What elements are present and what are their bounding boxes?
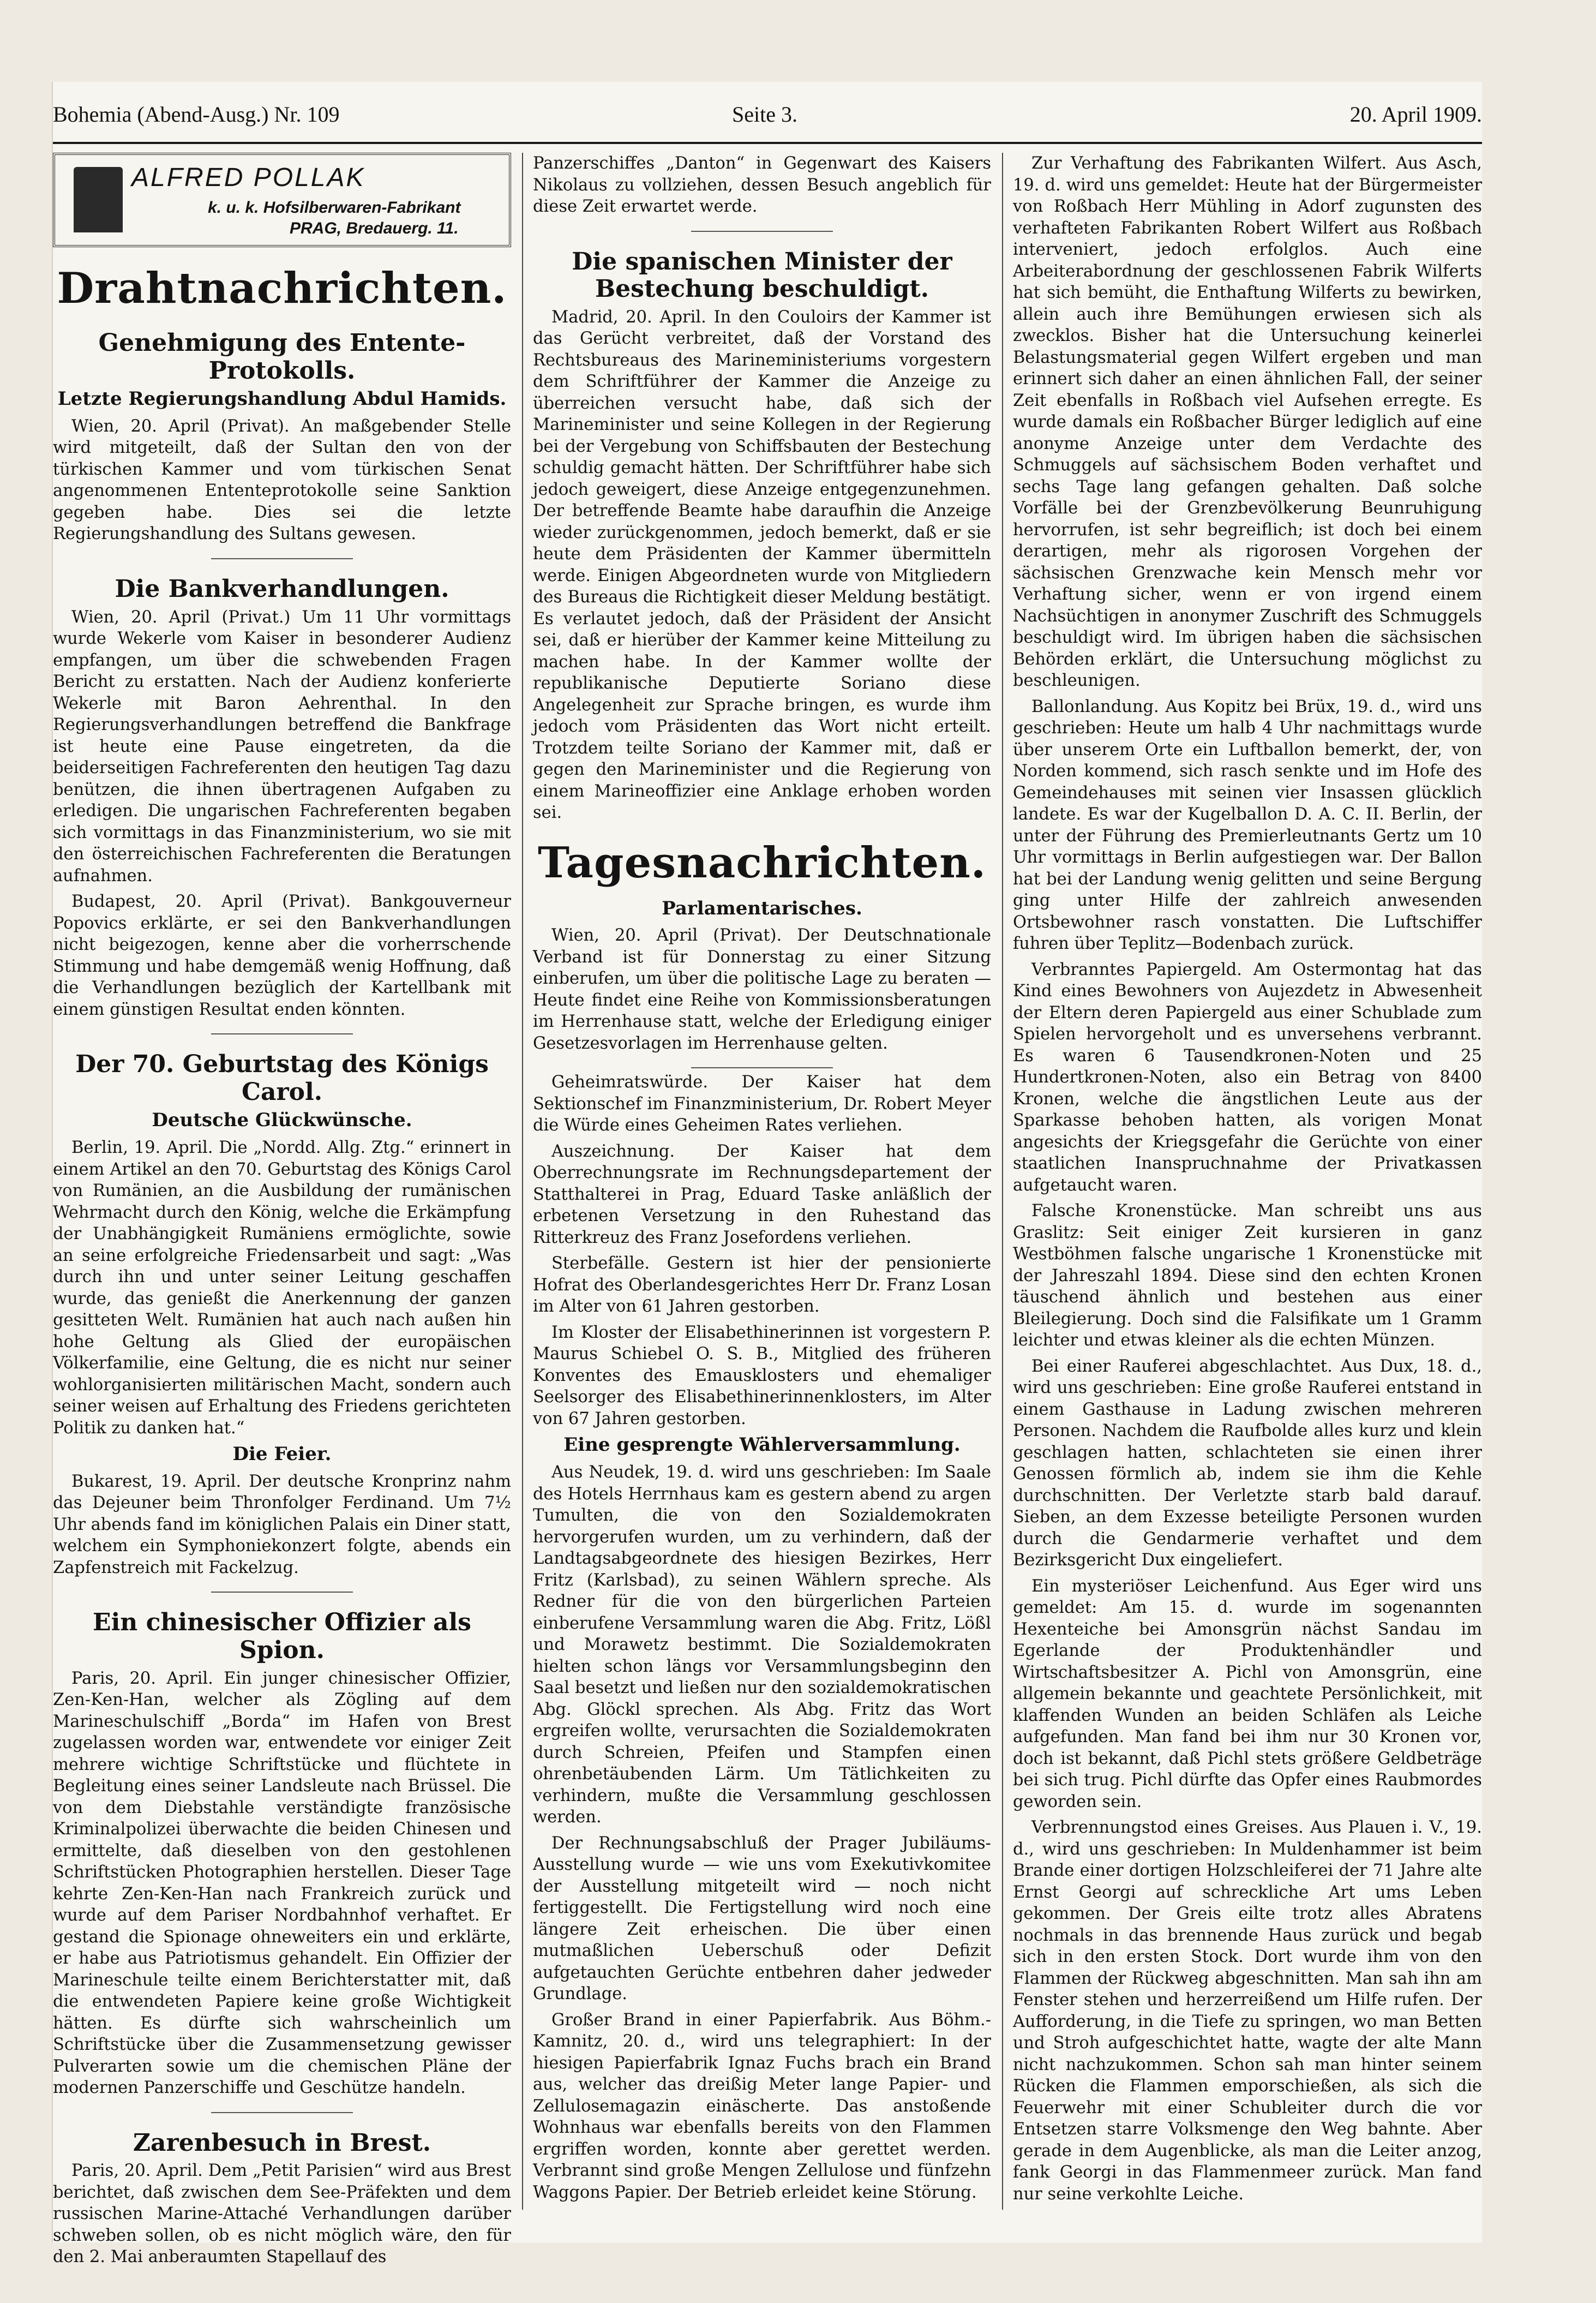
article-separator [211, 558, 353, 559]
news-item: Zur Verhaftung des Fabrikanten Wilfert. Aus Asch, 19. d. wird uns gemeldet: Heute hat der Bürgermeister von Roßbach Herr Mühling in Adorf zugunsten des verhafteten Fabrikanten Robert Wilfert aus Roßbach interveniert, jedoch erfolglos. Auch eine Arbeiterabordnung der geschlossenen Fabrik Wilferts hat sich bemüht, die Enthaftung Wilferts zu bewirken, allein auch ihre Bemühungen erwiesen sich als zwecklos. Bisher hat die Untersuchung keinerlei Belastungsmaterial gegen Wilfert ergeben und man erinnert sich daher an einen ähnlichen Fall, der seiner Zeit ebenfalls in Roßbach viel Aufsehen erregte. Es wurde damals ein Roßbacher Bürger lediglich auf eine anonyme Anzeige unter dem Verdachte des Schmuggels auf sächsischem Boden verhaftet und sechs Tage lang gefangen gehalten. Daß solche Vorfälle bei der Grenzbevölkerung Beunruhigung hervorrufen, ist sehr begreiflich; ist doch bei einem derartigen, mehr als rigorosen Vorgehen der sächsischen Grenzwache kein Mensch mehr vor Verhaftung sicher, wenn er von irgend einem Nachsüchtigen in anonymer Zuschrift des Schmuggels beschuldigt wird. Im übrigen haben die sächsischen Behörden erklärt, die Untersuchung möglichst zu beschleunigen. [1013, 154, 1482, 690]
news-item: Ein mysteriöser Leichenfund. Aus Eger wird uns gemeldet: Am 15. d. wurde im sogenannten Hexenteiche bei Amonsgrün nächst Sandau im Egerlande der Produktenhändler und Wirtschaftsbesitzer A. Pichl von Amonsgrün, eine allgemein bekannte und geachtete Persönlichkeit, mit klaffenden Wunden an beiden Schläfen als Leiche aufgefunden. Man fand bei ihm nur 30 Kronen vor, doch ist bekannt, daß Pichl stets größere Geldbeträge bei sich trug. Pichl dürfte das Opfer eines Raubmordes geworden sein. [1013, 1576, 1482, 1811]
crown-crest-icon [74, 167, 123, 232]
news-item: Der Rechnungsabschluß der Prager Jubiläums-Ausstellung wurde — wie uns vom Exekutivkomitee der Ausstellung mitgeteilt wird — noch nicht fertiggestellt. Die Fertigstellung wird noch eine längere Zeit erheischen. Die über einen mutmaßlichen Ueberschuß oder Defizit aufgetauchten Gerüchte entbehren daher jedweder Grundlage. [533, 1833, 991, 2004]
news-item: Im Kloster der Elisabethinerinnen ist vorgestern P. Maurus Schiebel O. S. B., Mitglied des früheren Konventes des Emausklosters und ehemaliger Seelsorger des Elisabethinerinnenklosters, im Alter von 67 Jahren gestorben. [533, 1323, 991, 1428]
column-rule-1 [522, 153, 523, 2210]
article-body: Bukarest, 19. April. Der deutsche Kronprinz nahm das Dejeuner beim Thronfolger Ferdinand. Um 7½ Uhr abends fand im königlichen Palais ein Diner statt, welchem ein Symphoniekonzert folgte, abends ein Zapfenstreich mit Fackelzug. [53, 1471, 511, 1577]
news-item: Bei einer Rauferei abgeschlachtet. Aus Dux, 18. d., wird uns geschrieben: Eine große Rauferei entstand in einem Gasthause in Ladung zwischen mehreren Personen. Nachdem die Raufbolde alles kurz und klein geschlagen hatten, schlachteten sie einen ihrer Genossen förmlich ab, indem sie ihm die Kehle durchschnitten. Der Verletzte starb bald darauf. Sieben, an dem Exzesse beteiligte Personen wurden durch die Gendarmerie verhaftet und dem Bezirksgericht Dux eingeliefert. [1013, 1356, 1482, 1570]
news-item-headline: Eine gesprengte Wählerversammlung. [563, 1434, 961, 1456]
section-title-drahtnachrichten: Drahtnachrichten. [57, 264, 507, 313]
article-body: Paris, 20. April. Dem „Petit Parisien“ wird aus Brest berichtet, daß zwischen dem See-Präfekten und dem russischen Marine-Attaché Verhandlungen darüber schweben sollen, ob es nicht möglich wäre, den für den 2. Mai anberaumten Stapellauf des [53, 2161, 511, 2267]
article-subheadline: Letzte Regierungshandlung Abdul Hamids. [57, 388, 507, 410]
newspaper-page [52, 82, 1482, 2267]
article-subheadline: Parlamentarisches. [662, 897, 862, 919]
news-item: Verbrennungstod eines Greises. Aus Plauen i. V., 19. d., wird uns geschrieben: In Muldenhammer ist beim Brande einer dortigen Holzschleiferei der 71 Jahre alte Ernst Georgi auf schreckliche Art ums Leben gekommen. Der Greis eilte trotz alles Abratens nochmals in das brennende Haus zurück und begab sich in den ersten Stock. Dort wurde ihm von den Flammen der Rückweg abgeschnitten. Man sah ihn am Fenster stehen und herzerreißend um Hilfe rufen. Der Aufforderung, in die Tiefe zu springen, wo man Betten und Stroh aufgeschichtet hatte, wagte der alte Mann nicht nachzukommen. Schon sah man hinter seinem Rücken die Flammen emporschießen, als sich die Feuerwehr mit einer Schubleiter durch die vor Entsetzen starre Volksmenge den Weg bahnte. Aber gerade in dem Augenblicke, als man die Leiter anzog, fank Georgi in das Flammenmeer zurück. Man fand nur seine verkohlte Leiche. [1013, 1818, 1482, 2204]
issue-date: 20. April 1909. [1349, 102, 1482, 127]
article-body: Wien, 20. April (Privat). Der Deutschnationale Verband ist für Donnerstag zu einer Sitzung einberufen, um über die politische Lage zu beraten — Heute findet eine Reihe von Kommissionsberatungen im Herrenhause statt, welche der Erledigung einiger Gesetzesvorlagen im Herrenhause gelten. [533, 926, 991, 1053]
article-body: Budapest, 20. April (Privat). Bankgouverneur Popovics erklärte, er sei den Bankverhandlungen nicht beigezogen, kenne aber die vorherrschende Stimmung und habe demgemäß wenig Hoffnung, daß die Verhandlungen bezüglich der Kartellbank mit einem günstigen Resultat enden könnten. [53, 892, 511, 1019]
news-item: Ballonlandung. Aus Kopitz bei Brüx, 19. d., wird uns geschrieben: Heute um halb 4 Uhr nachmittags wurde über unserem Orte ein Luftballon bemerkt, der, von Norden kommend, sich rasch senkte und im Hofe des Gemeindehauses mit seinen vier Insassen glücklich landete. Es war der Kugelballon D. A. C. II. Berlin, der unter der Führung des Premierleutnants Gertz um 10 Uhr vormittags in Berlin aufgestiegen war. Der Ballon hat bei der Landung wenig gelitten und seine Bergung ging unter Hilfe der zahlreich anwesenden Ortsbewohner rasch vonstatten. Die Luftschiffer fuhren über Teplitz—Bodenbach zurück. [1013, 697, 1482, 953]
column-3 [1013, 153, 1482, 2210]
ad-title: k. u. k. Hofsilberwaren-Fabrikant [208, 199, 461, 217]
article-subheadline: Die Feier. [232, 1443, 332, 1465]
news-item: Auszeichnung. Der Kaiser hat dem Oberrechnungsrate im Rechnungsdepartement der Statthalterei in Prag, Eduard Taske anläßlich der erbetenen Versetzung in den Ruhestand das Ritterkreuz des Franz Josefordens verliehen. [533, 1141, 991, 1247]
article-separator [211, 1592, 353, 1593]
news-item: Sterbefälle. Gestern ist hier der pensionierte Hofrat des Oberlandesgerichtes Herr Dr. Franz Losan im Alter von 61 Jahren gestorben. [533, 1254, 991, 1317]
article-body: Wien, 20. April (Privat). An maßgebender Stelle wird mitgeteilt, daß der Sultan den von der türkischen Kammer und vom türkischen Senat angenommenen Ententeprotokolle seine Sanktion gegeben habe. Dies sei die letzte Regierungshandlung des Sultans gewesen. [53, 416, 511, 544]
news-item: Geheimratswürde. Der Kaiser hat dem Sektionschef im Finanzministerium, Dr. Robert Meyer die Würde eines Geheimen Rates verliehen. [533, 1073, 991, 1135]
article-separator [691, 231, 833, 232]
ad-company-name: ALFRED POLLAK [131, 163, 365, 192]
masthead-issue: Bohemia (Abend-Ausg.) Nr. 109 [53, 102, 340, 127]
advertisement-box [53, 153, 511, 247]
page-number: Seite 3. [732, 102, 797, 127]
news-item: Falsche Kronenstücke. Man schreibt uns aus Graslitz: Seit einiger Zeit kursieren in ganz Westböhmen falsche ungarische 1 Kronenstücke mit der Jahreszahl 1894. Diese sind den echten Kronen täuschend ähnlich und bestehen aus einer Bleilegierung. Doch sind die Falsifikate um 1 Gramm leichter und etwas kleiner als die echten Münzen. [1013, 1201, 1482, 1350]
news-item: Aus Neudek, 19. d. wird uns geschrieben: Im Saale des Hotels Herrnhaus kam es gestern abend zu argen Tumulten, die von den Sozialdemokraten hervorgerufen wurden, um zu verhindern, daß der Landtagsabgeordnete des hiesigen Bezirkes, Herr Fritz (Karlsbad), zu seinen Wählern spreche. Als Redner für die von den bürgerlichen Parteien einberufene Versammlung waren die Abg. Fritz, Lößl und Morawetz bestimmt. Die Sozialdemokraten hielten schon längs vor Versammlungsbeginn den Saal besetzt und ließen nur den sozialdemokratischen Abg. Glöckl sprechen. Als Abg. Fritz das Wort ergreifen wollte, verursachten die Sozialdemokraten durch Schreien, Pfeifen und Stampfen einen ohrenbetäubenden Lärm. Um Tätlichkeiten zu verhindern, mußte die Versammlung geschlossen werden. [533, 1463, 991, 1827]
article-body: Madrid, 20. April. In den Couloirs der Kammer ist das Gerücht verbreitet, daß der Vorstand des Rechtsbureaus des Marineministeriums vorgestern dem Schriftführer der Kammer die Anzeige zu überreichen versucht habe, daß sich der Marineminister und seine Kollegen in der Regierung bei der Vergebung von Schiffsbauten der Bestechung schuldig gemacht hätten. Der Schriftführer habe sich jedoch geweigert, diese Anzeige entgegenzunehmen. Der betreffende Beamte habe daraufhin die Anzeige wieder zurückgenommen, jedoch bemerkt, daß er sie heute dem Präsidenten der Kammer übermitteln werde. Einigen Abgeordneten wurde von Mitgliedern des Bureaus die Richtigkeit dieser Meldung bestätigt. Es verlautet jedoch, daß der Präsident der Ansicht sei, daß er hierüber der Kammer keine Mitteilung zu machen habe. In der Kammer wollte der republikanische Deputierte Soriano diese Angelegenheit zur Sprache bringen, es wurde ihm jedoch vom Präsidenten das Wort nicht erteilt. Trotzdem teilte Soriano der Kammer mit, daß er gegen den Marineminister und die Regierung von einem Marineoffizier eine Anklage erhoben worden sei. [533, 307, 991, 823]
news-item: Verbranntes Papiergeld. Am Ostermontag hat das Kind eines Bewohners von Aujezdetz in Abwesenheit der Eltern deren Papiergeld aus einer Schublade zum Spielen hervorgeholt und es unversehens verbrannt. Es waren 6 Tausendkronen-Noten und 25 Hundertkronen-Noten, also ein Betrag von 8400 Kronen, welche die ängstlichen Leute aus der Sparkasse behoben hatten, als vorigen Monat angesichts der Kriegsgefahr die Gerüchte von einer staatlichen Inanspruchnahme der Privatkassen aufgetaucht waren. [1013, 960, 1482, 1195]
column-1 [53, 153, 511, 2267]
article-headline: Genehmigung des Entente-Protokolls. [98, 329, 466, 385]
article-headline: Die Bankverhandlungen. [115, 575, 449, 603]
section-title-tagesnachrichten: Tagesnachrichten. [537, 838, 987, 888]
article-separator [211, 2112, 353, 2113]
article-body: Paris, 20. April. Ein junger chinesischer Offizier, Zen-Ken-Han, welcher als Zögling auf dem Marineschulschiff „Borda“ im Hafen von Brest zugelassen worden war, entwendete vor einiger Zeit mehrere wichtige Schriftstücke und flüchtete in Begleitung eines seiner Landsleute nach Brüssel. Die von dem Diebstahle verständigte französische Kriminalpolizei überwachte die beiden Chinesen und ermittelte, daß dieselben von den gestohlenen Schriftstücken Photographien herstellen. Dieser Tage kehrte Zen-Ken-Han nach Frankreich zurück und wurde auf dem Pariser Nordbahnhof verhaftet. Er gestand die Spionage ohneweiters ein und erklärte, er habe aus Patriotismus gehandelt. Ein Offizier der Marineschule teilte einem Berichterstatter mit, daß die entwendeten Papiere keine große Wichtigkeit hätten. Es dürfte sich wahrscheinlich um Schriftstücke über die Zusammensetzung gewisser Pulverarten sowie um die chemischen Pläne der modernen Panzerschiffe und Geschütze handeln. [53, 1668, 511, 2098]
article-body: Wien, 20. April (Privat.) Um 11 Uhr vormittags wurde Wekerle vom Kaiser in besonderer Audienz empfangen, um über die schwebenden Fragen Bericht zu erstatten. Nach der Audienz konferierte Wekerle mit Baron Aehrenthal. In den Regierungsverhandlungen betreffend die Bankfrage ist heute eine Pause eingetreten, da die beiderseitigen Fachreferenten den heutigen Tag dazu benützen, die ihnen übertragenen Aufgaben zu erledigen. Die ungarischen Fachreferenten begaben sich vormittags in das Finanzministerium, wo sie mit den österreichischen Fachreferenten die Beratungen aufnahmen. [53, 607, 511, 886]
news-item: Großer Brand in einer Papierfabrik. Aus Böhm.-Kamnitz, 20. d., wird uns telegraphiert: In der hiesigen Papierfabrik Ignaz Fuchs brach ein Brand aus, welcher das dreißig Meter lange Papier- und Zellulosemagazin einäscherte. Das anstoßende Wohnhaus war ebenfalls bereits von den Flammen ergriffen worden, konnte aber gerettet werden. Verbrannt sind große Mengen Zellulose und fünfzehn Waggons Papier. Der Betrieb erleidet keine Störung. [533, 2010, 991, 2202]
article-headline: Die spanischen Minister der Bestechung beschuldigt. [572, 247, 952, 303]
column-rule-2 [1002, 153, 1003, 2210]
article-separator [211, 1033, 353, 1034]
article-body: Berlin, 19. April. Die „Nordd. Allg. Ztg.“ erinnert in einem Artikel an den 70. Geburtstag des Königs Carol von Rumänien, an die Ausbildung der rumänischen Wehrmacht durch den König, welche die Erkämpfung der Unabhängigkeit Rumäniens ermöglichte, sowie an seine erfolgreiche Friedensarbeit und sagt: „Was durch ihn und unter seiner Leitung geschaffen wurde, das genießt die Anerkennung der ganzen gesitteten Welt. Rumänien hat auch nach außen hin hohe Geltung als Glied der europäischen Völkerfamilie, eine Geltung, die es nicht nur seiner wohlorganisierten militärischen Macht, sondern auch seiner weisen auf Erhaltung des Friedens gerichteten Politik zu danken hat.“ [53, 1138, 511, 1438]
article-headline: Zarenbesuch in Brest. [133, 2128, 431, 2157]
article-continuation: Panzerschiffes „Danton“ in Gegenwart des Kaisers Nikolaus zu vollziehen, dessen Besuch angeblich für diese Zeit erwartet werde. [533, 154, 991, 216]
article-subheadline: Deutsche Glückwünsche. [152, 1109, 412, 1132]
article-headline: Der 70. Geburtstag des Königs Carol. [75, 1050, 489, 1106]
ad-address: PRAG, Bredauerg. 11. [290, 219, 459, 237]
article-headline: Ein chinesischer Offizier als Spion. [93, 1608, 471, 1664]
article-separator [691, 1067, 833, 1068]
page-header [53, 98, 1482, 144]
column-2 [533, 153, 991, 2210]
